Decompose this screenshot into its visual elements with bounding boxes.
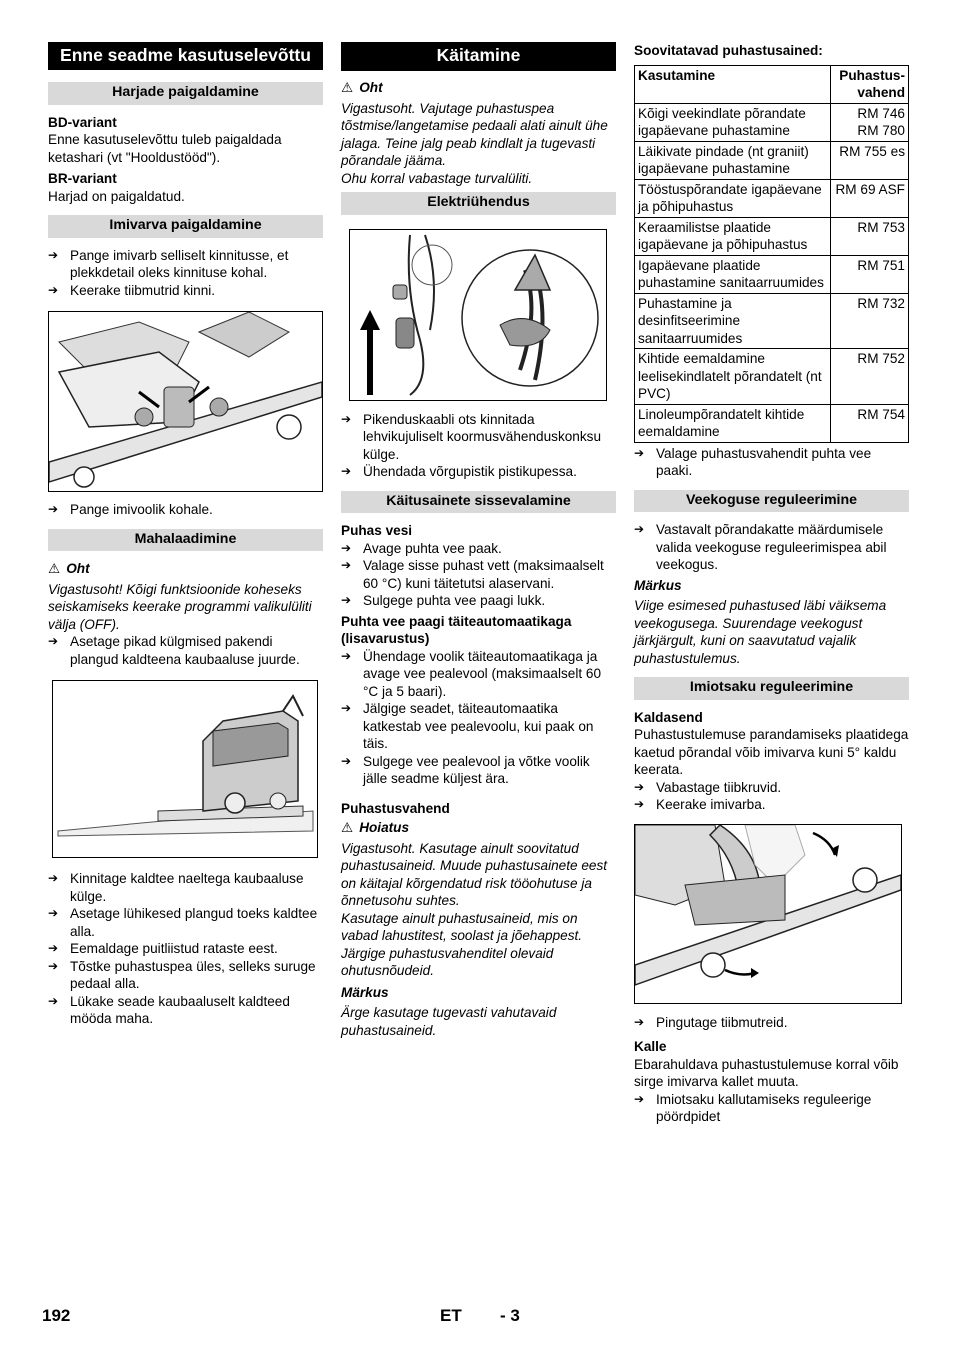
column-1 [48,42,323,1028]
heading-electrical: Elektriühendus [341,192,616,215]
auto-fill-label: Puhta vee paagi täiteautomaatikaga (lisavarustus) [341,613,572,646]
caution-text: Vigastusoht. Kasutage ainult soovitatud puhastusaineid. Muude puhastusainete eest on käitajal kõrgendatud risk tööohutuse ja õnnetusohu suhtes. [341,840,608,908]
warning-triangle-icon: ⚠ [341,80,354,95]
section-title-commissioning: Enne seadme kasutuselevõttu [48,42,323,70]
step-monitor-fill: ➔ Jälgige seadet, täiteautomaatika katkestab vee pealevoolu, kui paak on täis. [341,700,616,753]
step-push-off: ➔ Lükake seade kaubaaluselt kaldteed mööda maha. [48,993,323,1028]
cell-agent: RM 755 es [831,141,909,179]
cell-agent: RM 746 RM 780 [831,103,909,141]
cell-usage: Igapäevane plaatide puhastamine sanitaarruumides [635,255,831,293]
section-page-number: - 3 [500,1306,520,1325]
step-remove-strips: ➔ Eemaldage puitliistud rataste eest. [48,940,323,958]
warning-text-2: Ohu korral vabastage turvalüliti. [341,170,533,186]
step-select-water: ➔ Vastavalt põrandakatte määrdumisele valida veekoguse reguleerimispea abil veekogus. [634,521,909,574]
cell-usage: Kihtide eemaldamine leelisekindlatelt põrandatelt (nt PVC) [635,349,831,405]
step-open-tank: ➔ Avage puhta vee paak. [341,540,616,558]
table-row [635,349,909,405]
cell-usage: Linoleumpõrandatelt kihtide eemaldamine [635,404,831,442]
detergent-table [634,65,909,443]
tilt-label: Kalle [634,1039,667,1054]
figure-cable-hook [349,229,607,401]
figure-machine-on-pallet [52,680,318,858]
figure-squeegee-angle [634,824,902,1004]
warning-danger: ⚠ Oht [48,561,90,576]
warning-text: Vigastusoht! Kõigi funktsioonide koheseks seiskamiseks keerake programmi valikulüliti välja (OFF). [48,581,312,632]
cell-agent: RM 752 [831,349,909,405]
cell-agent: RM 69 ASF [831,179,909,217]
step-hose-attach: ➔ Pange imivoolik kohale. [48,501,323,519]
page-footer [0,1307,954,1331]
table-header-row [635,65,909,103]
fresh-water-label: Puhas vesi [341,523,413,538]
cell-agent: RM 753 [831,217,909,255]
heading-brush-install: Harjade paigaldamine [48,82,323,105]
step-close-tank: ➔ Sulgege puhta vee paagi lukk. [341,592,616,610]
step-cable-hook: ➔ Pikenduskaabli ots kinnitada lehvikujuliselt koormusvähenduskonksu külge. [341,411,616,464]
note-text: Viige esimesed puhastused läbi väiksema veekogusega. Suurendage veekogust järkjärgult, kuni on saavutatud vajalik puhastustulemus. [634,598,887,666]
step-ramp-planks: ➔ Asetage pikad külgmised pakendi plangud kaldteena kaubaaluse juurde. [48,633,323,668]
oblique-text: Puhastustulemuse parandamiseks plaatidega kaetud põrandal võib imivarva kuni 5° kaldu keerata. [634,727,909,777]
header-usage: Kasutamine [635,65,831,103]
caution-text-2: Kasutage ainult puhastusaineid, mis on vabad lahustitest, soolast ja jõehappest. [341,910,583,943]
note-label: Märkus [634,577,682,593]
column-2 [341,42,616,1039]
step-tighten-nuts: ➔ Keerake tiibmutrid kinni. [48,282,323,300]
step-squeegee-mount: ➔ Pange imivarb selliselt kinnitusse, et plekkdetail oleks kinnituse kohal. [48,247,323,282]
table-row [635,141,909,179]
table-row [635,255,909,293]
table-title: Soovitatavad puhastusained: [634,43,823,58]
heading-squeegee-adjust: Imiotsaku reguleerimine [634,677,909,700]
oblique-label: Kaldasend [634,709,703,725]
cell-agent: RM 732 [831,293,909,349]
page-number-left: 192 [42,1306,71,1325]
step-tighten-wingnuts: ➔ Pingutage tiibmutreid. [634,1014,909,1032]
step-nail-ramp: ➔ Kinnitage kaldtee naeltega kaubaaluse külge. [48,870,323,905]
figure-squeegee-mount [48,311,323,492]
step-plug-in: ➔ Ühendada võrgupistik pistikupessa. [341,463,616,481]
section-title-operation: Käitamine [341,42,616,71]
language-code: ET [440,1306,462,1325]
step-turn-squeegee: ➔ Keerake imivarba. [634,796,909,814]
step-raise-head: ➔ Tõstke puhastuspea üles, selleks suruge pedaal alla. [48,958,323,993]
table-row [635,217,909,255]
cell-agent: RM 751 [831,255,909,293]
warning-text: Vigastusoht. Vajutage puhastuspea tõstmise/langetamise pedaali alati ainult ühe jalaga. Teine jalg peab kindlalt ja tugevasti põrandale jääma. [341,100,608,168]
cell-usage: Keraamilistse plaatide igapäevane ja põhipuhastus [635,217,831,255]
header-agent: Puhastus- vahend [831,65,909,103]
note-text: Ärge kasutage tugevasti vahutavaid puhastusaineid. [341,1005,557,1038]
step-disconnect-hose: ➔ Sulgege vee pealevool ja võtke voolik jälle seadme küljest ära. [341,753,616,788]
step-support-planks: ➔ Asetage lühikesed plangud toeks kaldtee alla. [48,905,323,940]
warning-caution: ⚠ Hoiatus [341,820,410,835]
heading-fill-media: Käitusainete sissevalamine [341,491,616,514]
heading-water-regulation: Veekoguse reguleerimine [634,490,909,513]
br-variant-text: Harjad on paigaldatud. [48,188,185,204]
tilt-text: Ebarahuldava puhastustulemuse korral võib sirge imivarva kallet muuta. [634,1056,899,1089]
step-add-detergent: ➔ Valage puhastusvahendit puhta vee paaki. [634,445,909,480]
step-connect-hose: ➔ Ühendage voolik täiteautomaatikaga ja avage vee pealevool (maksimaalselt 60 °C ja 5 baari). [341,648,616,701]
cell-usage: Tööstuspõrandate igapäevane ja põhipuhastus [635,179,831,217]
table-row [635,293,909,349]
cell-usage: Läikivate pindade (nt graniit) igapäevane puhastamine [635,141,831,179]
table-row [635,404,909,442]
cell-agent: RM 754 [831,404,909,442]
cell-usage: Puhastamine ja desinfitseerimine sanitaarruumides [635,293,831,349]
note-label: Märkus [341,984,389,1000]
bd-variant-text: Enne kasutuselevõttu tuleb paigaldada ketashari (vt "Hooldustööd"). [48,132,282,165]
table-row [635,179,909,217]
heading-unloading: Mahalaadimine [48,529,323,552]
caution-text-3: Järgige puhastusvahenditel olevaid ohutusnõudeid. [341,945,554,978]
cell-usage: Kõigi veekindlate põrandate igapäevane puhastamine [635,103,831,141]
bd-variant-label: BD-variant [48,114,117,130]
step-fill-water: ➔ Valage sisse puhast vett (maksimaalselt 60 °C) kuni täitetutsi alaservani. [341,557,616,592]
heading-squeegee-install: Imivarva paigaldamine [48,215,323,238]
step-tilt-knob: ➔ Imiotsaku kallutamiseks reguleerige pöördpidet [634,1091,909,1126]
br-variant-label: BR-variant [48,171,117,186]
step-loosen-screws: ➔ Vabastage tiibkruvid. [634,779,909,797]
warning-danger: ⚠ Oht [341,80,383,95]
warning-triangle-icon: ⚠ [48,561,61,576]
table-row [635,103,909,141]
warning-triangle-icon: ⚠ [341,820,354,835]
detergent-label: Puhastusvahend [341,800,450,816]
column-3 [634,42,909,1126]
